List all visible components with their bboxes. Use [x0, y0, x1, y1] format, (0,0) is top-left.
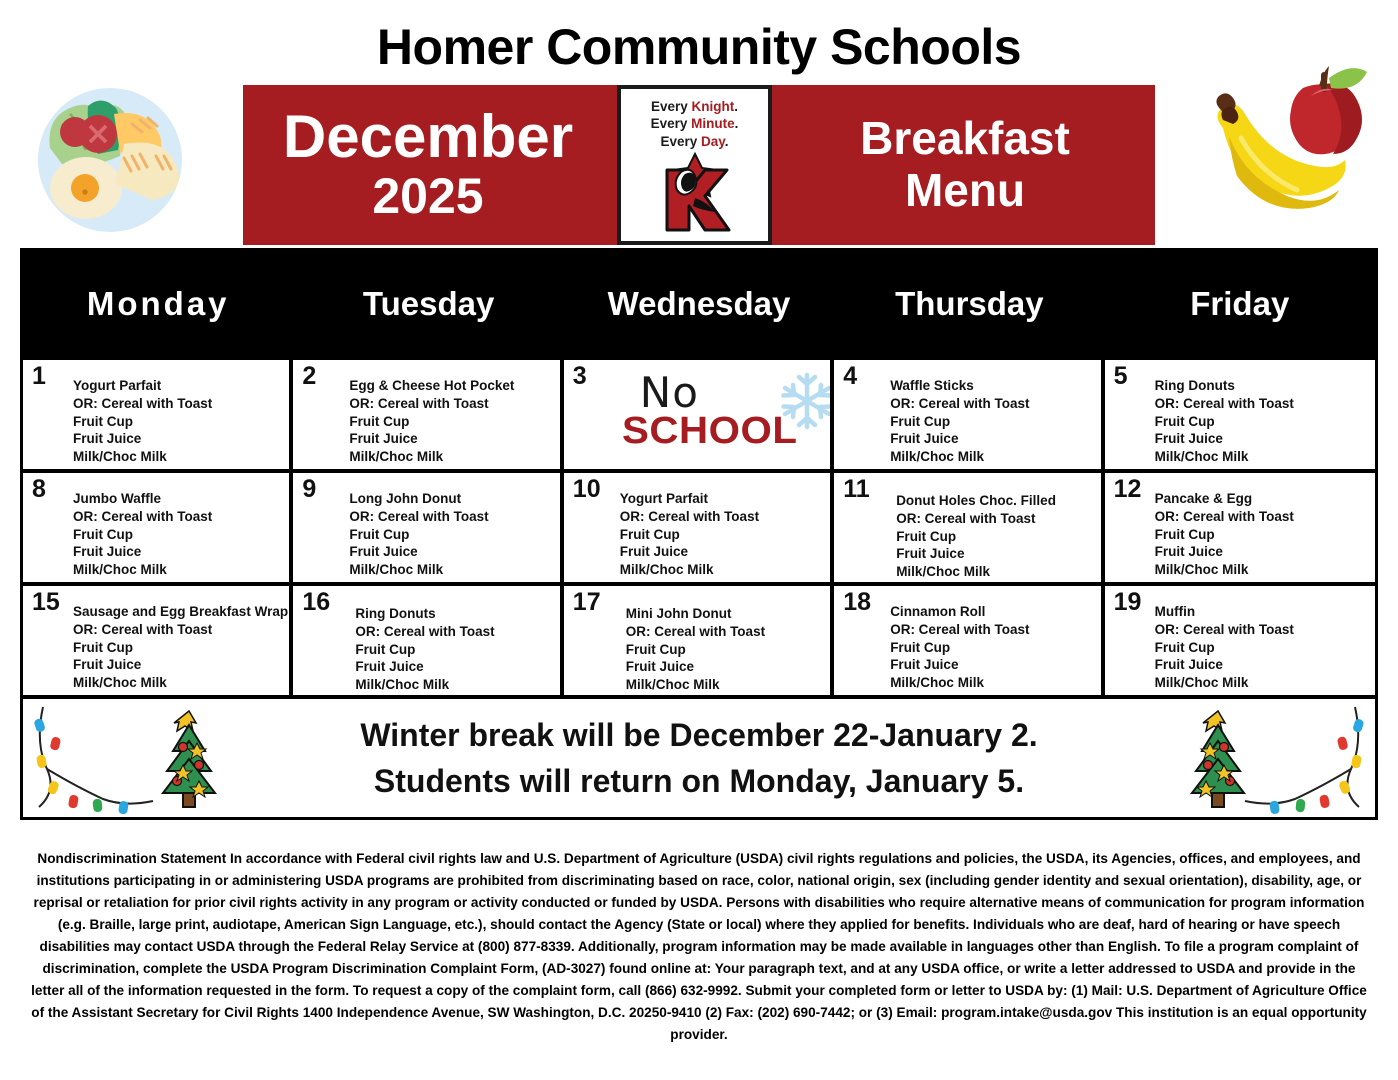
menu-side: Milk/Choc Milk — [349, 562, 444, 578]
menu-side: Milk/Choc Milk — [625, 677, 720, 693]
meal-type-line2: Menu — [904, 164, 1026, 216]
menu-side: Milk/Choc Milk — [1154, 449, 1249, 465]
menu-alt-entree: OR: Cereal with Toast — [625, 623, 766, 639]
calendar-day-cell[interactable] — [1105, 360, 1375, 469]
calendar-day-cell[interactable] — [293, 473, 563, 582]
menu-entree: Ring Donuts — [355, 606, 436, 621]
meal-type-block — [775, 85, 1155, 245]
day-number: 18 — [843, 588, 871, 616]
day-number: 11 — [843, 475, 870, 503]
menu-side: Milk/Choc Milk — [73, 449, 167, 465]
menu-side: Fruit Cup — [619, 526, 680, 542]
logo-tagline-line1 — [651, 98, 738, 115]
menu-side: Milk/Choc Milk — [73, 675, 167, 691]
menu-items — [73, 490, 283, 579]
breakfast-plate-icon — [28, 78, 193, 243]
day-header-friday: Friday — [1190, 284, 1290, 322]
menu-entree: Yogurt Parfait — [73, 378, 162, 393]
page-title: Homer Community Schools — [376, 19, 1022, 75]
day-number: 9 — [302, 475, 317, 503]
menu-alt-entree: OR: Cereal with Toast — [890, 621, 1030, 637]
menu-side: Fruit Cup — [1154, 413, 1215, 429]
menu-side: Fruit Juice — [890, 657, 959, 673]
menu-side: Milk/Choc Milk — [890, 675, 984, 691]
menu-side: Fruit Juice — [619, 544, 689, 560]
menu-alt-entree: OR: Cereal with Toast — [73, 395, 213, 411]
menu-entree: Ring Donuts — [1154, 378, 1235, 393]
menu-alt-entree: OR: Cereal with Toast — [1154, 621, 1294, 637]
menu-items — [626, 605, 824, 694]
menu-side: Fruit Cup — [1154, 526, 1215, 542]
menu-side: Fruit Juice — [1154, 544, 1223, 560]
logo-tagline-prefix: Every — [660, 133, 701, 149]
menu-side: Fruit Juice — [1154, 431, 1223, 447]
calendar-day-cell[interactable] — [834, 473, 1104, 582]
calendar-day-cell[interactable] — [834, 586, 1104, 695]
menu-entree: Jumbo Waffle — [73, 491, 162, 506]
calendar-day-cell[interactable] — [1105, 586, 1375, 695]
logo-tagline-highlight: Minute — [691, 116, 735, 132]
logo-tagline-prefix: Every — [650, 99, 692, 114]
calendar-day-cell[interactable] — [1105, 473, 1375, 582]
nondiscrimination-statement: Nondiscrimination Statement In accordance with Federal civil rights law and U.S. Department of Agriculture (USDA) civil rights regulations and policies, the USDA, its Agencies, offices, and employees, and institutions participating in or administering USDA programs are prohibited from discriminating based on race, color, national origin, sex (including gender identity and sexual orientation), disability, age, or reprisal or retaliation for prior civil rights activity in any program or activity conducted or funded by USDA. Persons with disabilities who require alternative means of communication for program information (e.g. Braille, large print, audiotape, American Sign Language, etc.), should contact the Agency (State or local) where they applied for benefits. Individuals who are deaf, hard of hearing or have speech disabilities may contact USDA through the Federal Relay Service at (800) 877-8339. Additionally, program information may be made available in languages other than English. To file a program complaint of discrimination, complete the USDA Program Discrimination Complaint Form, (AD-3027) found online at: Your paragraph text, and at any USDA office, or write a letter addressed to USDA and provide in the letter all of the information requested in the form. To request a copy of the complaint form, call (866) 632-9992. Submit your completed form or letter to USDA by: (1) Mail: U.S. Department of Agriculture Office of the Assistant Secretary for Civil Rights 1400 Independence Avenue, SW Washington, D.C. 20250-9410 (2) Fax: (202) 690-7442; or (3) Email: program.intake@usda.gov This institution is an equal opportunity provider. — [31, 851, 1367, 1043]
menu-side: Fruit Cup — [625, 641, 686, 657]
day-number: 4 — [843, 362, 858, 390]
menu-side: Fruit Cup — [896, 528, 957, 544]
menu-side: Fruit Juice — [890, 431, 959, 447]
menu-items — [73, 377, 283, 466]
menu-alt-entree: OR: Cereal with Toast — [73, 508, 213, 524]
nondiscrimination-footer — [28, 848, 1370, 1046]
menu-side: Fruit Cup — [349, 413, 410, 429]
day-number: 17 — [572, 588, 601, 616]
holiday-decoration-left — [29, 703, 244, 820]
menu-side: Milk/Choc Milk — [890, 449, 984, 465]
logo-tagline-highlight: Day — [701, 133, 725, 149]
menu-side: Fruit Juice — [73, 544, 142, 560]
day-number: 5 — [1113, 362, 1128, 390]
menu-entree: Long John Donut — [349, 491, 462, 506]
menu-entree: Mini John Donut — [625, 606, 732, 621]
logo-tagline-line2 — [651, 115, 739, 132]
winter-break-banner — [23, 695, 1375, 817]
menu-side: Fruit Cup — [1154, 639, 1215, 655]
menu-items — [73, 603, 289, 692]
winter-break-line1: Winter break will be December 22-January 2. — [360, 716, 1038, 753]
calendar-week-row — [23, 582, 1375, 695]
menu-side: Milk/Choc Milk — [896, 564, 990, 580]
winter-break-text — [360, 712, 1037, 805]
day-number: 16 — [302, 588, 331, 616]
day-header-monday: Monday — [86, 284, 230, 322]
day-number: 2 — [302, 362, 317, 390]
menu-alt-entree: OR: Cereal with Toast — [1154, 395, 1294, 411]
menu-side: Milk/Choc Milk — [73, 562, 167, 578]
calendar-day-cell[interactable] — [564, 473, 834, 582]
apple-banana-icon — [1185, 60, 1375, 235]
calendar-week-row — [23, 469, 1375, 582]
menu-side: Fruit Juice — [73, 431, 142, 447]
menu-side: Fruit Juice — [73, 657, 142, 673]
calendar-day-cell[interactable] — [23, 586, 293, 695]
menu-alt-entree: OR: Cereal with Toast — [1154, 508, 1294, 524]
menu-entree: Yogurt Parfait — [619, 491, 709, 506]
logo-tagline-suffix: . — [724, 133, 729, 149]
menu-items — [349, 377, 553, 466]
menu-entree: Sausage and Egg Breakfast Wrap — [73, 604, 289, 619]
menu-alt-entree: OR: Cereal with Toast — [349, 508, 489, 524]
menu-entree: Muffin — [1154, 604, 1196, 619]
menu-alt-entree: OR: Cereal with Toast — [73, 621, 213, 637]
menu-alt-entree: OR: Cereal with Toast — [896, 510, 1036, 526]
menu-alt-entree: OR: Cereal with Toast — [619, 508, 760, 524]
calendar-day-cell[interactable] — [23, 473, 293, 582]
calendar-week-row — [23, 356, 1375, 469]
day-number: 15 — [32, 588, 60, 616]
day-number: 12 — [1113, 475, 1142, 503]
day-header-wednesday: Wednesday — [607, 284, 791, 322]
month-name: December — [282, 102, 574, 170]
logo-tagline-prefix: Every — [650, 116, 692, 132]
menu-items — [1155, 603, 1369, 692]
menu-side: Milk/Choc Milk — [619, 562, 714, 578]
menu-side: Fruit Cup — [73, 639, 133, 655]
menu-items — [896, 492, 1094, 581]
logo-tagline-line3 — [660, 133, 728, 150]
menu-entree: Cinnamon Roll — [890, 604, 986, 619]
menu-entree: Donut Holes Choc. Filled — [896, 493, 1056, 508]
no-school-notice — [614, 366, 834, 464]
month-year: 2025 — [372, 168, 484, 225]
menu-alt-entree: OR: Cereal with Toast — [349, 395, 489, 411]
snowflake-icon — [776, 370, 834, 437]
menu-items — [890, 603, 1094, 692]
day-header-tuesday: Tuesday — [362, 284, 495, 322]
menu-side: Fruit Juice — [625, 659, 695, 675]
meal-type-line1: Breakfast — [860, 112, 1070, 165]
menu-alt-entree: OR: Cereal with Toast — [355, 623, 495, 639]
menu-side: Fruit Cup — [349, 526, 410, 542]
menu-side: Fruit Cup — [355, 641, 416, 657]
menu-side: Milk/Choc Milk — [355, 677, 450, 693]
menu-side: Milk/Choc Milk — [1154, 675, 1249, 691]
calendar-day-cell[interactable] — [293, 360, 563, 469]
day-number: 1 — [32, 362, 46, 390]
menu-side: Milk/Choc Milk — [349, 449, 444, 465]
day-number: 19 — [1113, 588, 1142, 616]
menu-side: Fruit Cup — [73, 413, 133, 429]
menu-entree: Waffle Sticks — [890, 378, 974, 393]
menu-side: Milk/Choc Milk — [1154, 562, 1249, 578]
menu-alt-entree: OR: Cereal with Toast — [890, 395, 1030, 411]
menu-items — [349, 490, 553, 579]
day-number: 10 — [572, 475, 601, 503]
no-school-word-school: SCHOOL — [621, 410, 798, 452]
menu-side: Fruit Juice — [349, 544, 418, 560]
menu-side: Fruit Cup — [890, 413, 951, 429]
menu-entree: Pancake & Egg — [1154, 491, 1253, 506]
menu-items — [1155, 490, 1369, 579]
knight-k-icon — [651, 152, 739, 241]
menu-side: Fruit Juice — [1154, 657, 1223, 673]
poster-header — [0, 0, 1398, 245]
menu-side: Fruit Cup — [73, 526, 133, 542]
menu-entree: Egg & Cheese Hot Pocket — [349, 378, 515, 393]
winter-break-line2: Students will return on Monday, January 5. — [373, 763, 1025, 799]
menu-side: Fruit Juice — [349, 431, 418, 447]
logo-tagline-suffix: . — [734, 99, 739, 114]
calendar-day-cell[interactable] — [834, 360, 1104, 469]
menu-side: Fruit Cup — [890, 639, 951, 655]
day-number: 3 — [572, 362, 587, 390]
logo-tagline-highlight: Knight — [691, 99, 735, 114]
menu-calendar — [20, 248, 1378, 820]
school-logo — [617, 85, 772, 245]
calendar-day-cell[interactable] — [564, 586, 834, 695]
menu-side: Fruit Juice — [896, 546, 965, 562]
day-of-week-header-row — [23, 251, 1375, 356]
holiday-decoration-right — [1154, 703, 1369, 820]
month-title-block — [243, 85, 613, 245]
calendar-day-cell[interactable] — [23, 360, 293, 469]
logo-tagline-suffix: . — [734, 116, 739, 132]
no-school-word-no: No — [639, 368, 699, 417]
calendar-day-cell-no-school[interactable] — [564, 360, 834, 469]
menu-items — [1155, 377, 1369, 466]
day-header-thursday: Thursday — [895, 284, 1044, 322]
menu-items — [620, 490, 824, 579]
menu-items — [890, 377, 1094, 466]
menu-items — [355, 605, 553, 694]
day-number: 8 — [32, 475, 46, 503]
calendar-day-cell[interactable] — [293, 586, 563, 695]
menu-side: Fruit Juice — [355, 659, 424, 675]
